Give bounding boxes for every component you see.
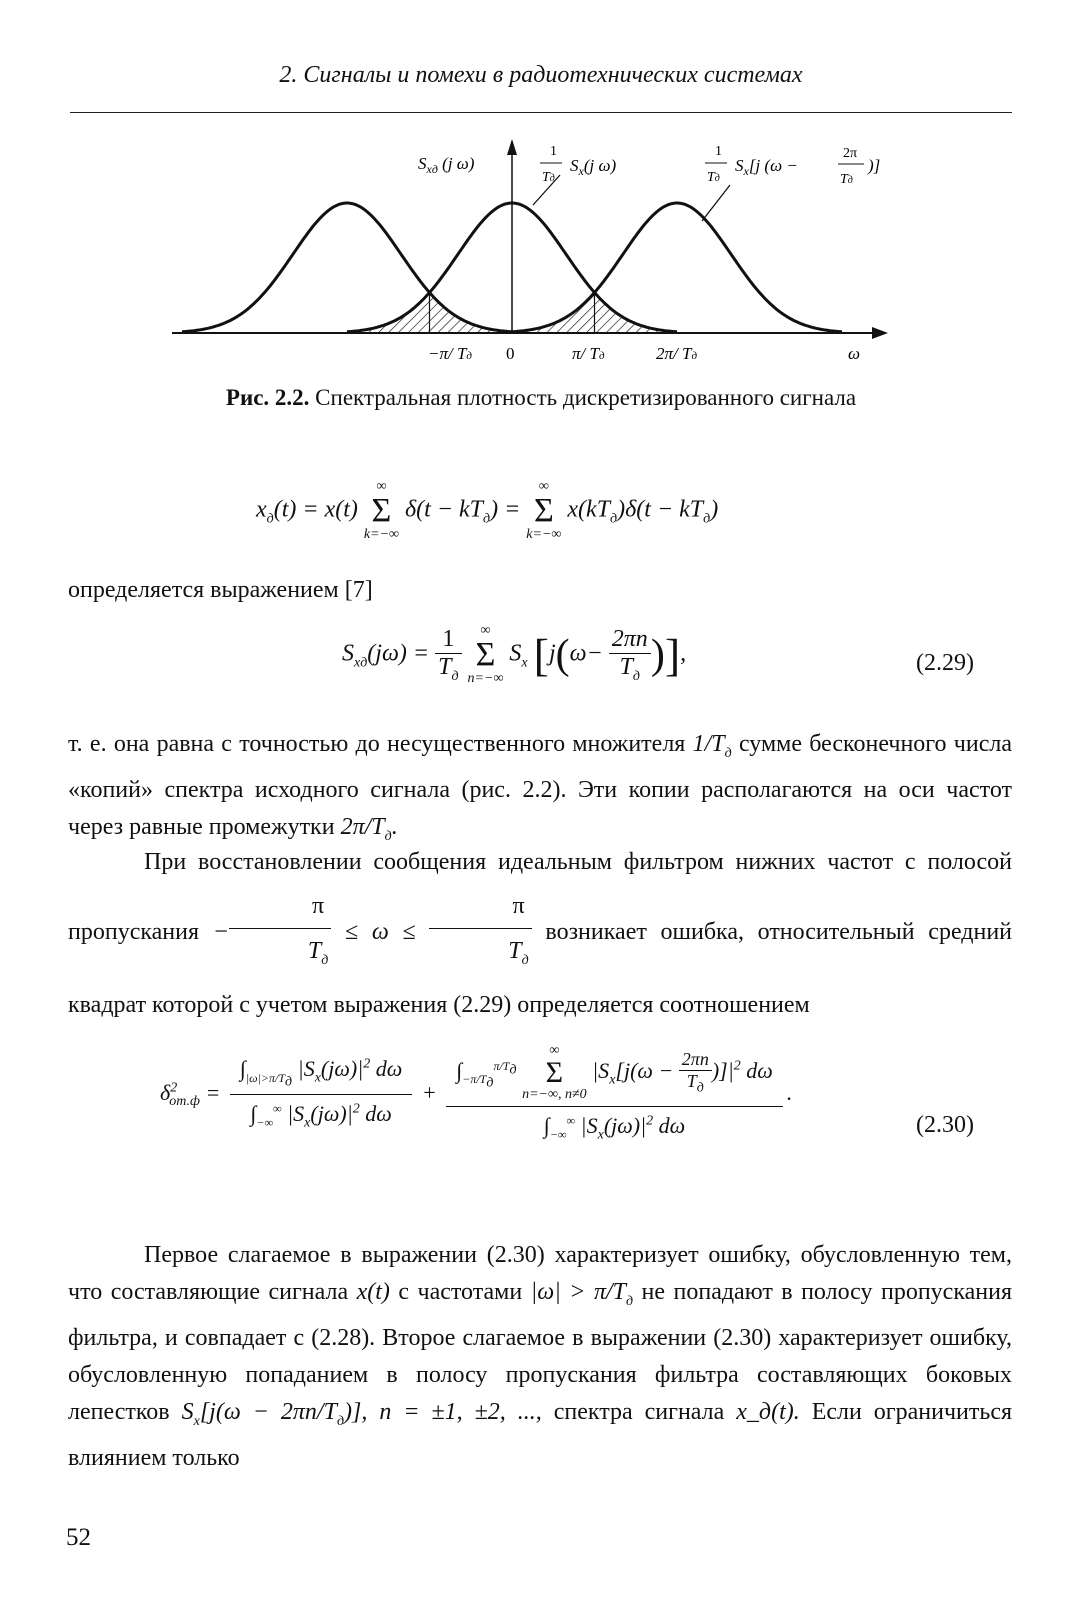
spectral-copy--1 — [182, 203, 512, 332]
tick-label-pi: π/ Tд — [572, 344, 605, 363]
paragraph-3: При восстановлении сообщения идеальным фильтром нижних частот с полосой пропускания − $\frac{\pi}{T_д}$ ≤ ω ≤ $\frac{\pi}{T_д}$ возникает ошибка, относительный средний квадрат которой с учетом выражения (2.29) определяется соотношением — [68, 849, 1013, 1018]
header-rule — [70, 112, 1012, 113]
leader-right — [702, 185, 730, 221]
tick-label-zero: 0 — [506, 344, 515, 363]
caption-label: Рис. 2.2. — [225, 385, 310, 410]
equation-sampled-signal: $x_д(t) = x(t)$ ∞ Σ k=−∞ $\delta(t - kT_д)$ = ∞ Σ k=−∞ $x(kT_д)\delta(t - kT_д)$ — [256, 479, 719, 542]
label-right: 1 Tд $S_x[j$ (ω − 2π Tд )] — [707, 144, 881, 187]
label-center: 1 Tд $S_x(j$ ω) — [542, 144, 617, 185]
running-header: 2. Сигналы и помехи в радиотехнических системах — [279, 62, 803, 88]
spectrum-figure — [150, 135, 910, 385]
equation-2-30: $\delta^2_{от.ф}$ = $\frac{\int_{|\omega|>\pi/T_д} |S_x(j\omega)|^2 d\omega}{\int_{-\infty}^\infty |S_x(j\omega)|^2 d\omega}$ + $\int_{-\pi/T_д}^{\pi/T_д}$ ∞ Σ n=−∞, n≠0 $|S_x[j(\omega$ − $\frac{2\pi n}{T_д}$ )]$|^2$ dω $\int_{-\infty}^\infty$ $|S_x(j\omega)|^2$ dω . — [160, 1040, 792, 1149]
equation-2-29-number: (2.29) — [916, 650, 974, 676]
y-axis-arrow — [507, 139, 517, 155]
y-axis-label: $S_{xд}$ (j ω) — [418, 154, 475, 176]
page-number: 52 — [66, 1524, 91, 1551]
figure-caption — [0, 385, 1082, 411]
paragraph-1: определяется выражением [7] — [68, 577, 373, 603]
equation-2-30-number: (2.30) — [916, 1112, 974, 1138]
spectral-copy-1 — [512, 203, 842, 332]
omega-axis-label: ω — [848, 344, 861, 363]
caption-text: Спектральная плотность дискретизированного сигнала — [315, 385, 857, 410]
omega-axis-arrow — [872, 327, 888, 339]
paragraph-4: Первое слагаемое в выражении (2.30) характеризует ошибку, обусловленную тем, что составляющие сигнала x(t) с частотами $|\omega| > \pi/T_д$ не попадают в полосу пропускания фильтра, и совпадает с (2.28). Второе слагаемое в выражении (2.30) характеризует ошибку, обусловленную попаданием в полосу пропускания фильтра составляющих боковых лепестков $S_x[j(\omega - 2\pi n/T_д)]$, n = ±1, ±2, ..., спектра сигнала x_д(t). Если ограничиться влиянием только — [68, 1242, 1013, 1471]
tick-label-two-pi: 2π/ Tд — [656, 344, 698, 363]
paragraph-2: т. е. она равна с точностью до несущественного множителя $1/T_д$ сумме бесконечного числа «копий» спектра исходного сигнала (рис. 2.2). Эти копии располагаются на оси частот через равные промежутки $2\pi/T_д$. — [68, 731, 1012, 844]
equation-2-29: $S_{xд}(j\omega)$ = $\frac{1}{T_д}$ ∞ Σ n=−∞ $S_x$ [j(ω− $\frac{2\pi n}{T_д}$ )], — [342, 623, 687, 686]
tick-label-minus-pi: −π/ Tд — [428, 344, 472, 363]
